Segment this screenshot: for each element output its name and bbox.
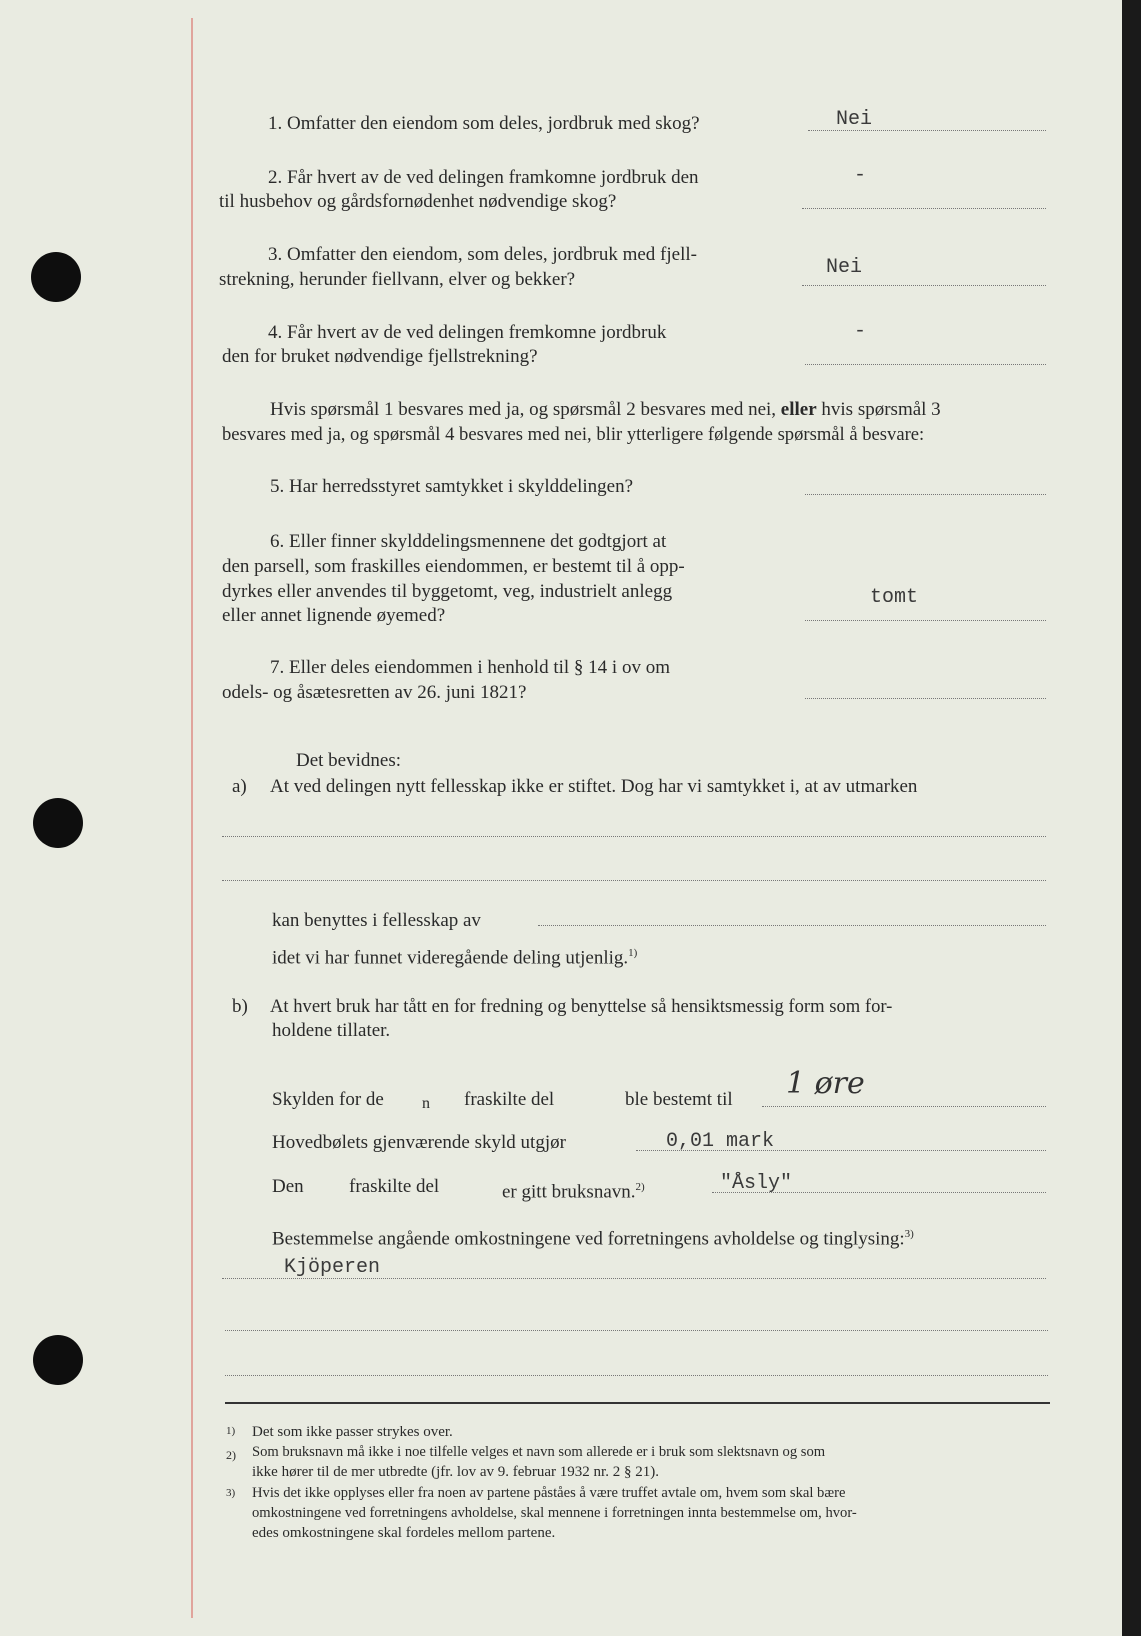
attest-b-line-1: At hvert bruk har tått en for fredning og benyttelse så hensiktsmessig form som for-: [270, 996, 893, 1017]
skyld-line-3-fill: [712, 1192, 1046, 1193]
footnote-separator: [225, 1402, 1050, 1404]
answer-line-6: [805, 620, 1046, 621]
skyld-line-3-b: fraskilte del: [349, 1176, 440, 1197]
skyld-line-3-c: er gitt bruksnavn.$^{2)}$: [502, 1181, 645, 1203]
skyld-line-1-a: Skylden for de: [272, 1089, 384, 1110]
question-1: 1. Omfatter den eiendom som deles, jordbruk med skog?: [268, 113, 700, 134]
skyld-line-4-fill-2: [225, 1330, 1048, 1331]
answer-line-7: [805, 698, 1046, 699]
footnote-1-mark: 1): [226, 1425, 236, 1437]
skyld-line-1-n: n: [422, 1095, 430, 1112]
question-2-line-2: til husbehov og gårdsfornødenhet nødvendige skog?: [219, 191, 617, 212]
attest-heading: Det bevidnes:: [296, 750, 402, 771]
skyld-answer-2: 0,01 mark: [666, 1130, 775, 1153]
conditional-line-2: besvares med ja, og spørsmål 4 besvares med nei, blir ytterligere følgende spørsmål å besvare:: [222, 424, 925, 445]
footnote-2-line-1: Som bruksnavn må ikke i noe tilfelle velges et navn som allerede er i bruk som slektsnavn og som: [252, 1444, 826, 1460]
footnote-3-mark: 3): [226, 1487, 236, 1499]
attest-a-line-3: kan benyttes i fellesskap av: [272, 910, 481, 931]
skyld-line-2-fill: [636, 1150, 1046, 1151]
answer-line-1: [808, 130, 1046, 131]
answer-line-2: [802, 208, 1046, 209]
answer-2: -: [854, 164, 867, 187]
punch-hole-3: [33, 1335, 83, 1385]
question-7-line-2: odels- og åsætesretten av 26. juni 1821?: [222, 682, 527, 703]
attest-a-line-2: [222, 880, 1046, 881]
skyld-line-4: Bestemmelse angående omkostningene ved forretningens avholdelse og tinglysing:$^{3)}$: [272, 1228, 914, 1250]
footnote-3-line-1: Hvis det ikke opplyses eller fra noen av partene påståes å være truffet avtale om, hvem som skal bære: [252, 1485, 846, 1501]
punch-hole-1: [31, 252, 81, 302]
attest-b-label: b): [232, 996, 248, 1017]
attest-a-line-1: [222, 836, 1046, 837]
skyld-line-3-a: Den: [272, 1176, 304, 1197]
question-4-line-2: den for bruket nødvendige fjellstrekning?: [222, 346, 538, 367]
answer-line-4: [805, 364, 1046, 365]
skyld-line-4-fill-1: [222, 1278, 1046, 1279]
skyld-answer-4: Kjöperen: [284, 1256, 381, 1279]
answer-3: Nei: [826, 256, 863, 279]
footnote-3-line-2: omkostningene ved forretningens avholdelse, skal mennene i forretningen innta bestemmelse om, hvor-: [252, 1505, 857, 1521]
question-3-line-1: 3. Omfatter den eiendom, som deles, jordbruk med fjell-: [268, 244, 697, 265]
answer-4: -: [854, 320, 867, 343]
skyld-answer-1: 1 øre: [786, 1066, 865, 1101]
answer-1: Nei: [836, 108, 873, 131]
attest-b-line-2: holdene tillater.: [272, 1020, 391, 1041]
question-4-line-1: 4. Får hvert av de ved delingen fremkomne jordbruk: [268, 322, 667, 343]
attest-a-label: a): [232, 776, 247, 797]
skyld-line-1-c: ble bestemt til: [625, 1089, 733, 1110]
attest-a-fill-line: [538, 925, 1046, 926]
footnote-1: Det som ikke passer strykes over.: [252, 1424, 453, 1440]
question-3-line-2: strekning, herunder fiellvann, elver og bekker?: [219, 269, 576, 290]
answer-line-3: [802, 285, 1046, 286]
question-6-line-4: eller annet lignende øyemed?: [222, 605, 446, 626]
question-2-line-1: 2. Får hvert av de ved delingen framkomne jordbruk den: [268, 167, 699, 188]
attest-a-line-4: idet vi har funnet videregående deling utjenlig.$^{1)}$: [272, 947, 638, 969]
attest-a-text: At ved delingen nytt fellesskap ikke er stiftet. Dog har vi samtykket i, at av utmarken: [270, 776, 918, 797]
skyld-line-2: Hovedbølets gjenværende skyld utgjør: [272, 1132, 566, 1153]
margin-line: [191, 18, 193, 1618]
conditional-line-1: Hvis spørsmål 1 besvares med ja, og spørsmål 2 besvares med nei, eller hvis spørsmål 3: [270, 399, 941, 420]
question-6-line-3: dyrkes eller anvendes til byggetomt, veg, industrielt anlegg: [222, 581, 673, 602]
punch-hole-2: [33, 798, 83, 848]
skyld-answer-3: "Åsly": [720, 1172, 793, 1195]
answer-6: tomt: [870, 586, 919, 609]
answer-line-5: [805, 494, 1046, 495]
question-7-line-1: 7. Eller deles eiendommen i henhold til § 14 i ov om: [270, 657, 670, 678]
footnote-3-line-3: edes omkostningene skal fordeles mellom partene.: [252, 1525, 556, 1541]
skyld-line-1-fill: [762, 1106, 1046, 1107]
question-6-line-2: den parsell, som fraskilles eiendommen, er bestemt til å opp-: [222, 556, 685, 577]
question-5: 5. Har herredsstyret samtykket i skylddelingen?: [270, 476, 634, 497]
footnote-2-mark: 2): [226, 1448, 236, 1462]
footnote-2-line-2: ikke hører til de mer utbredte (jfr. lov av 9. februar 1932 nr. 2 § 21).: [252, 1464, 659, 1480]
skyld-line-1-b: fraskilte del: [464, 1089, 555, 1110]
skyld-line-4-fill-3: [225, 1375, 1048, 1376]
question-6-line-1: 6. Eller finner skylddelingsmennene det godtgjort at: [270, 531, 667, 552]
